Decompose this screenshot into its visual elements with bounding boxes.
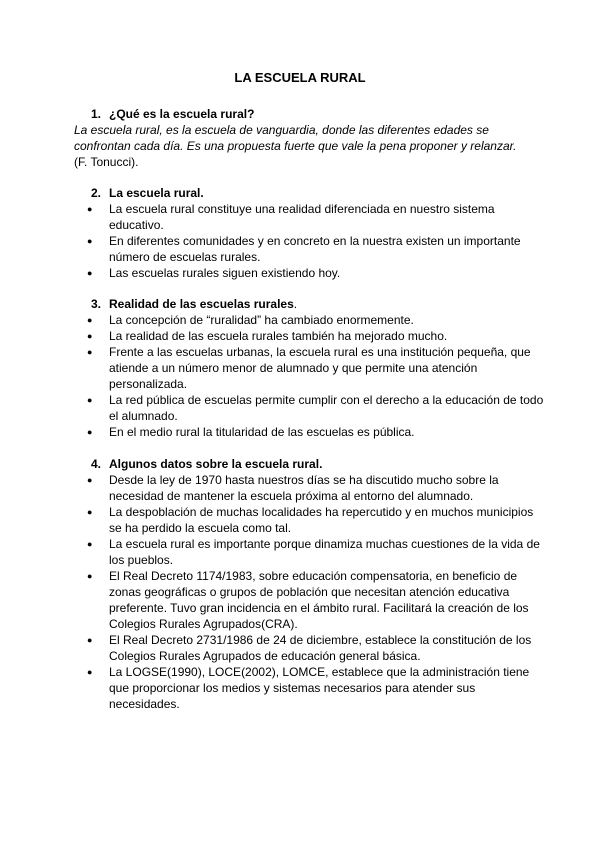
- section-3-number: 3.: [91, 297, 102, 311]
- section-1-number: 1.: [91, 107, 102, 121]
- list-item: ● Frente a las escuelas urbanas, la escuela rural es una institución pequeña, que atiende a un número menor de alumnado y que permite una atención personalizada.: [74, 344, 544, 392]
- section-4-title: Algunos datos sobre la escuela rural.: [109, 457, 323, 471]
- section-3-title: Realidad de las escuelas rurales: [109, 297, 294, 311]
- document-title: LA ESCUELA RURAL: [234, 70, 366, 85]
- list-item: ● La red pública de escuelas permite cumplir con el derecho a la educación de todo el alumnado.: [74, 392, 544, 424]
- section-2-title: La escuela rural.: [109, 186, 204, 200]
- section-1-title: ¿Qué es la escuela rural?: [109, 107, 255, 121]
- list-item: ● Las escuelas rurales siguen existiendo hoy.: [74, 265, 544, 281]
- section-4-heading: [74, 456, 544, 472]
- list-item: ● En el medio rural la titularidad de las escuelas es pública.: [74, 424, 544, 440]
- list-item: ● La despoblación de muchas localidades ha repercutido y en muchos municipios se ha perdido la escuela como tal.: [74, 504, 544, 536]
- section-3-heading: [74, 296, 544, 312]
- list-item: ● La escuela rural constituye una realidad diferenciada en nuestro sistema educativo.: [74, 201, 544, 233]
- section-2-number: 2.: [91, 186, 102, 200]
- section-4-list: [74, 472, 544, 712]
- list-item: ● El Real Decreto 1174/1983, sobre educación compensatoria, en beneficio de zonas geográficas o grupos de población que necesitan atención educativa preferente. Tuvo gran incidencia en el ámbito rural. Facilitará la creación de los Colegios Rurales Agrupados(CRA).: [74, 568, 544, 632]
- list-item: ● Desde la ley de 1970 hasta nuestros días se ha discutido mucho sobre la necesidad de mantener la escuela próxima al entorno del alumnado.: [74, 472, 544, 504]
- list-item: ● La escuela rural es importante porque dinamiza muchas cuestiones de la vida de los pueblos.: [74, 536, 544, 568]
- section-2-heading: [74, 185, 544, 201]
- list-item: ● La concepción de “ruralidad” ha cambiado enormemente.: [74, 312, 544, 328]
- list-item: ● El Real Decreto 2731/1986 de 24 de diciembre, establece la constitución de los Colegios Rurales Agrupados de educación general básica.: [74, 632, 544, 664]
- section-3-title-rest: .: [293, 297, 298, 311]
- list-item: ● En diferentes comunidades y en concreto en la nuestra existen un importante número de escuelas rurales.: [74, 233, 544, 265]
- section-3: [74, 296, 544, 440]
- section-1-citation: (F. Tonucci).: [74, 155, 139, 169]
- section-1-heading: [74, 106, 544, 122]
- list-item: ● La realidad de las escuela rurales también ha mejorado mucho.: [74, 328, 544, 344]
- section-2-list: [74, 201, 544, 281]
- section-4-number: 4.: [91, 457, 102, 471]
- section-2: [74, 185, 544, 281]
- list-item: ● La LOGSE(1990), LOCE(2002), LOMCE, establece que la administración tiene que proporcionar los medios y sistemas necesarios para atender sus necesidades.: [74, 664, 544, 712]
- section-4: [74, 456, 544, 712]
- section-1: [74, 106, 544, 170]
- section-3-list: [74, 312, 544, 440]
- section-1-quote: La escuela rural, es la escuela de vanguardia, donde las diferentes edades se confrontan cada día. Es una propuesta fuerte que vale la pena proponer y relanzar.: [74, 123, 517, 153]
